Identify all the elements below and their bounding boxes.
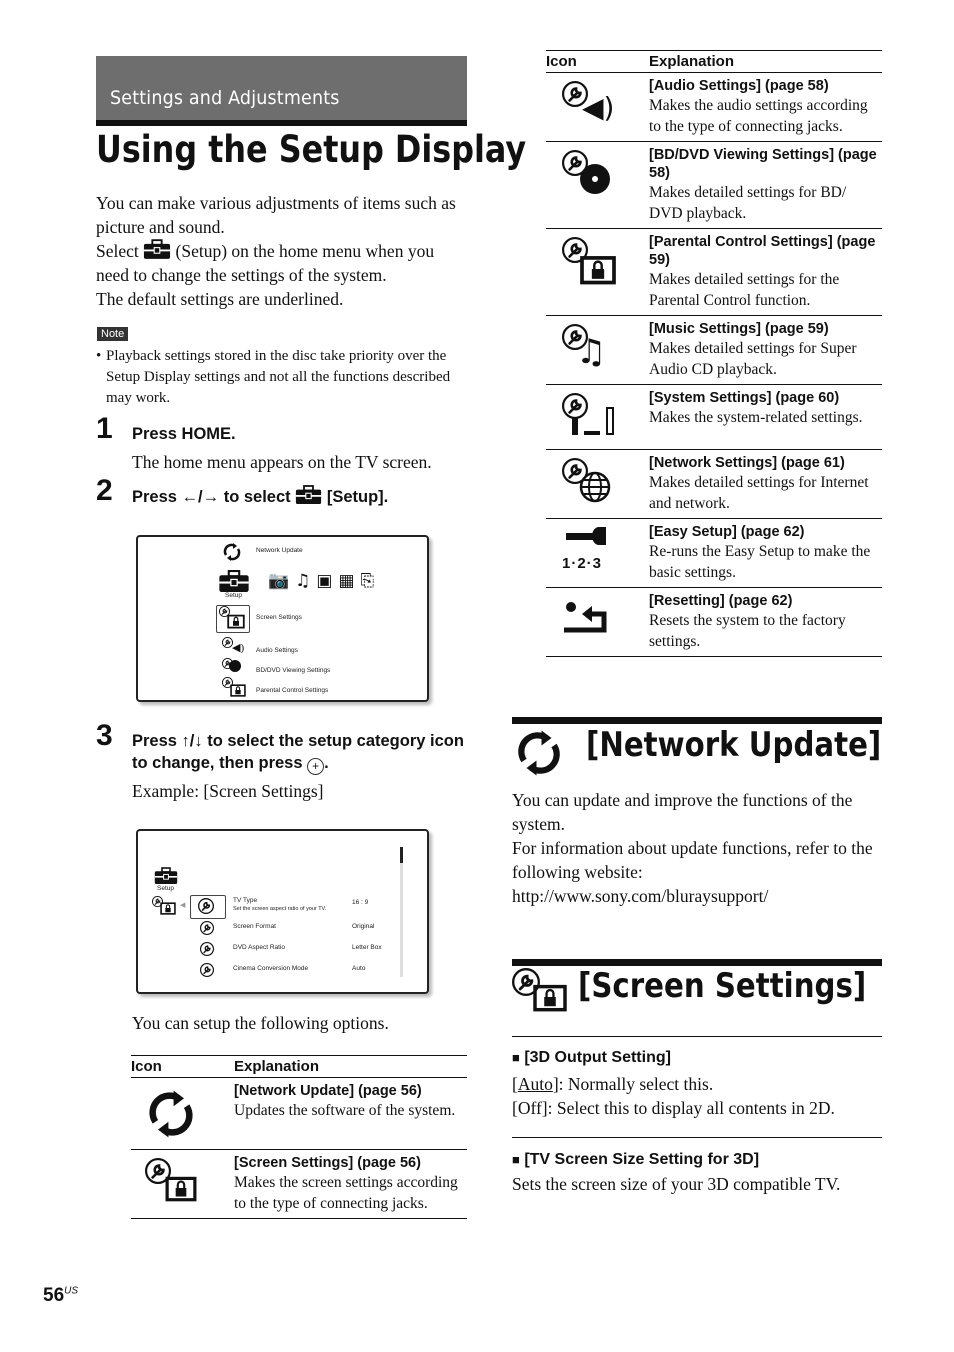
row-desc: Resets the system to the factory settings. <box>649 612 846 650</box>
col-icon-header: Icon <box>546 51 649 73</box>
header-rule <box>96 120 467 126</box>
network-update-p1: You can update and improve the functions of the system. <box>512 790 853 834</box>
table-row <box>546 519 882 588</box>
menu-screen-settings: Screen Settings <box>256 614 302 621</box>
network-update-icon <box>145 1088 197 1140</box>
intro-line2a: Select <box>96 241 139 261</box>
easy-setup-icon <box>562 527 622 579</box>
wrench-icon <box>200 942 214 956</box>
audio-settings-icon <box>562 81 622 133</box>
category-icons-row <box>268 572 380 590</box>
disc-icon <box>229 660 241 672</box>
row-cinema-value: Auto <box>352 965 366 972</box>
parental-control-icon <box>562 237 622 289</box>
setup-toolbox-icon <box>154 867 178 885</box>
option-off-text: [Off]: Select this to display all contents in 2D. <box>512 1098 835 1118</box>
step-1-title: Press HOME. <box>132 425 236 443</box>
row-title: [Audio Settings] (page 58) <box>649 78 829 94</box>
col-explanation-header: Explanation <box>649 51 882 73</box>
network-update-icon <box>222 542 242 562</box>
resetting-icon <box>562 598 622 650</box>
menu-bd-dvd: BD/DVD Viewing Settings <box>256 667 331 674</box>
page-title: Using the Setup Display <box>96 128 527 171</box>
system-bar-icon <box>572 417 578 435</box>
row-title: [BD/DVD Viewing Settings] (page 58) <box>649 147 877 181</box>
col-explanation-header: Explanation <box>234 1056 467 1078</box>
network-update-icon <box>512 728 566 778</box>
menu-network-update: Network Update <box>256 547 303 554</box>
row-desc: Makes detailed settings for the Parental Control function. <box>649 271 840 309</box>
col-icon-header: Icon <box>131 1056 234 1078</box>
screen-settings-screenshot <box>136 829 429 994</box>
step-1-body: The home menu appears on the TV screen. <box>132 452 432 472</box>
row-dvd-aspect-label: DVD Aspect Ratio <box>233 944 286 951</box>
music-settings-icon <box>562 324 622 376</box>
page-number <box>43 1285 78 1307</box>
row-title: [Screen Settings] (page 56) <box>234 1155 421 1171</box>
row-dvd-aspect-value: Letter Box <box>352 944 382 951</box>
row-desc: Makes detailed settings for Super Audio CD playback. <box>649 340 857 378</box>
row-title: [Parental Control Settings] (page 59) <box>649 234 876 268</box>
network-update-p2: For information about update functions, refer to the following website: <box>512 838 873 882</box>
row-title: [Network Settings] (page 61) <box>649 455 845 471</box>
table-row <box>546 450 882 519</box>
easy-setup-steps-label: 1·2·3 <box>562 555 603 572</box>
row-screen-format-label: Screen Format <box>233 923 276 930</box>
step-2-title-a: Press ←/→ to select <box>132 488 291 506</box>
system-settings-icon <box>562 393 622 445</box>
intro-line3: The default settings are underlined. <box>96 289 344 309</box>
parental-lock-icon <box>578 253 618 285</box>
subsection-3d-output-title: [3D Output Setting] <box>524 1049 671 1066</box>
row-title: [Resetting] (page 62) <box>649 593 793 609</box>
table-header-row <box>131 1056 467 1078</box>
menu-audio-settings: Audio Settings <box>256 647 298 654</box>
network-update-title: [Network Update] <box>586 725 882 765</box>
table-row <box>546 385 882 450</box>
step-3-title-text: Press ↑/↓ to select the setup category icon to change, then press <box>132 732 464 772</box>
music-note-icon: ♫ <box>576 332 607 372</box>
row-tv-type-label: TV Type <box>233 897 258 904</box>
row-desc: Makes the screen settings according to the type of connecting jacks. <box>234 1174 458 1212</box>
square-bullet-icon: ■ <box>512 1050 520 1065</box>
tv-icon: ▣ <box>316 571 339 591</box>
left-arrow-icon: ◀ <box>180 901 186 909</box>
right-options-table <box>546 50 882 657</box>
screen-settings-icon <box>512 968 568 1014</box>
subsection-tv-screen-size <box>512 1151 759 1169</box>
step-3-body: Example: [Screen Settings] <box>132 781 324 801</box>
page-number-value: 56 <box>43 1285 65 1306</box>
screen-lock-icon <box>227 613 245 629</box>
intro-text <box>96 191 468 311</box>
wrench-icon <box>198 898 214 914</box>
parental-lock-icon <box>230 683 246 697</box>
subsection-tv-screen-size-title: [TV Screen Size Setting for 3D] <box>524 1151 760 1168</box>
subsection-3d-output <box>512 1049 671 1067</box>
step-2-title-b: [Setup]. <box>326 488 389 506</box>
row-title: [System Settings] (page 60) <box>649 390 840 406</box>
video-icon: ▦ <box>338 571 361 591</box>
wrench-icon <box>200 921 214 935</box>
table-row <box>131 1150 467 1219</box>
disc-icon <box>580 164 610 194</box>
network-update-rule <box>512 717 882 724</box>
table-row <box>546 73 882 142</box>
screen-lock-icon <box>165 1174 197 1202</box>
option-auto-label: Auto <box>517 1074 553 1094</box>
row-desc: Makes detailed settings for Internet and network. <box>649 474 869 512</box>
reset-arrow-icon <box>562 604 610 634</box>
3d-output-options: [Auto]: Normally select this. [Off]: Select this to display all contents in 2D. <box>512 1074 835 1118</box>
row-tv-type-value: 16 : 9 <box>352 899 369 906</box>
table-row <box>546 229 882 316</box>
photo-icon: 📷 <box>268 571 296 591</box>
scrollbar-thumb <box>400 847 403 863</box>
globe-icon <box>578 470 612 504</box>
system-line-icon <box>584 431 600 435</box>
table-row <box>546 316 882 385</box>
option-auto-text: : Normally select this. <box>558 1074 714 1094</box>
row-desc: Makes the system-related settings. <box>649 409 863 426</box>
music-icon: ♫ <box>295 571 317 591</box>
scrollbar-track <box>400 847 403 977</box>
divider <box>512 1137 882 1138</box>
speaker-icon: ◀) <box>232 642 245 654</box>
step-3-title <box>132 730 472 775</box>
system-device-icon <box>606 407 614 435</box>
setup-toolbox-icon <box>295 485 322 505</box>
row-title: [Easy Setup] (page 62) <box>649 524 805 540</box>
left-options-table <box>131 1055 467 1219</box>
note-body: Playback settings stored in the disc take priority over the Setup Display settings and not all the functions described may work. <box>106 348 451 406</box>
table-row <box>546 142 882 229</box>
intro-line2b: (Setup) on the home menu when you need to change the settings of the system. <box>96 241 435 285</box>
table-row <box>546 588 882 657</box>
options-line: You can setup the following options. <box>132 1013 389 1033</box>
screen-lock-icon <box>160 901 176 915</box>
screen-settings-rule <box>512 959 882 966</box>
network-settings-icon <box>562 458 622 510</box>
screen-settings-icon <box>145 1158 205 1208</box>
divider <box>512 1036 882 1037</box>
enter-button-icon: + <box>307 758 324 775</box>
row-desc: Makes the audio settings according to the type of connecting jacks. <box>649 97 868 135</box>
section-category-bar <box>96 56 467 120</box>
home-menu-screenshot <box>136 535 429 702</box>
bd-dvd-settings-icon <box>562 150 622 202</box>
network-update-body <box>512 788 884 908</box>
step-1-number: 1 <box>96 412 113 445</box>
step-3-title-end: . <box>324 754 329 772</box>
page-number-suffix: US <box>64 1285 79 1297</box>
table-header-row <box>546 51 882 73</box>
wrench-head-icon <box>592 527 606 545</box>
row-title: [Music Settings] (page 59) <box>649 321 829 337</box>
row-desc: Updates the software of the system. <box>234 1102 456 1119</box>
square-bullet-icon: ■ <box>512 1152 520 1167</box>
row-tv-type-sub: Set the screen aspect ratio of your TV. <box>233 906 327 912</box>
screen-lock-icon <box>532 982 568 1012</box>
screen-settings-title: [Screen Settings] <box>578 966 867 1006</box>
step-2-number: 2 <box>96 474 113 507</box>
speaker-icon: ◀) <box>582 91 615 124</box>
setup-toolbox-icon <box>143 239 171 260</box>
menu-setup-label: Setup <box>225 592 242 599</box>
wrench-icon <box>562 393 588 419</box>
row-desc: Makes detailed settings for BD/ DVD playback. <box>649 184 847 222</box>
tv-screen-size-text: Sets the screen size of your 3D compatible TV. <box>512 1174 841 1194</box>
note-text: • Playback settings stored in the disc take priority over the Setup Display settings and not all the functions described may work. <box>96 346 468 409</box>
row-cinema-label: Cinema Conversion Mode <box>233 965 309 972</box>
support-url: http://www.sony.com/bluraysupport/ <box>512 886 769 906</box>
screen2-setup-label: Setup <box>157 885 174 892</box>
menu-parental: Parental Control Settings <box>256 687 329 694</box>
row-screen-format-value: Original <box>352 923 375 930</box>
intro-line1: You can make various adjustments of items such as picture and sound. <box>96 193 456 237</box>
step-3-number: 3 <box>96 719 113 752</box>
step-2-title <box>132 485 388 508</box>
table-row <box>131 1078 467 1150</box>
setup-toolbox-icon <box>218 570 250 593</box>
selected-screen-settings <box>216 605 250 633</box>
input-icon: ⎘ <box>360 571 381 591</box>
section-category: Settings and Adjustments <box>110 87 340 109</box>
wrench-icon <box>200 963 214 977</box>
row-desc: Re-runs the Easy Setup to make the basic settings. <box>649 543 871 581</box>
note-badge: Note <box>97 327 128 341</box>
row-title: [Network Update] (page 56) <box>234 1083 422 1099</box>
